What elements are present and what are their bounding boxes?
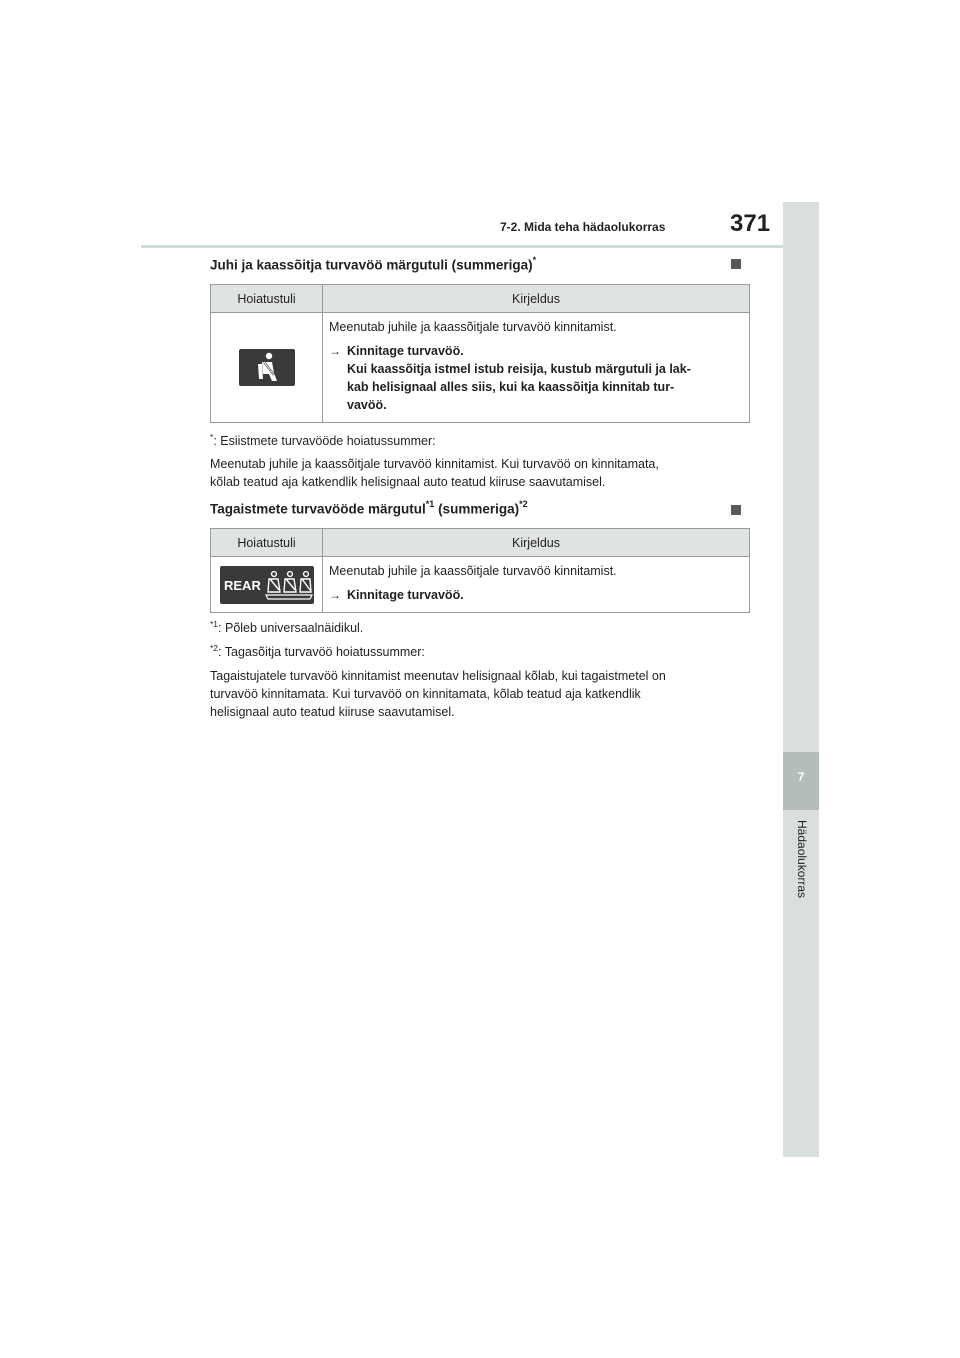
page-number: 371	[730, 210, 771, 237]
paragraph-line: kõlab teatud aja katkendlik helisignaal auto teatud kiiruse saavutamisel.	[210, 475, 606, 489]
column-header-warning-light: Hoiatustuli	[211, 529, 323, 557]
column-header-warning-light: Hoiatustuli	[211, 285, 323, 313]
table-row	[211, 313, 750, 423]
footnote-text: : Tagasõitja turvavöö hoiatussummer:	[218, 645, 425, 660]
side-band	[783, 202, 819, 1157]
footnote-mark: *2	[210, 643, 219, 653]
section1-footnote	[210, 428, 755, 450]
action-line: vavöö.	[347, 398, 387, 412]
action-text	[347, 342, 691, 414]
section1-title-sup: *	[532, 255, 537, 265]
footnote-text: : Esiistmete turvavööde hoiatussummer:	[213, 434, 436, 449]
column-header-description: Kirjeldus	[323, 529, 750, 557]
paragraph-line: Meenutab juhile ja kaassõitjale turvavöö kinnitamist. Kui turvavöö on kinnitamata,	[210, 457, 659, 471]
description-cell	[323, 313, 750, 423]
footnote-mark: *	[210, 432, 214, 442]
action-item	[329, 586, 741, 604]
section2-footnote2	[210, 639, 755, 661]
action-line: Kinnitage turvavöö.	[347, 344, 464, 358]
icon-cell	[211, 557, 323, 613]
description-cell	[323, 557, 750, 613]
section1-bullet	[731, 259, 741, 269]
section1-title-text: Juhi ja kaassõitja turvavöö märgutuli (summeriga)	[210, 257, 533, 273]
paragraph-line: Tagaistujatele turvavöö kinnitamist meenutav helisignaal kõlab, kui tagaistmetel on	[210, 669, 666, 683]
action-line: Kui kaassõitja istmel istub reisija, kustub märgutuli ja lak-	[347, 362, 691, 376]
section2-footnote1	[210, 615, 755, 637]
table-row	[211, 557, 750, 613]
header-rule	[141, 245, 783, 248]
action-text: Kinnitage turvavöö.	[347, 588, 464, 602]
chapter-label: Hädaolukorras	[795, 820, 809, 899]
section2-bullet	[731, 505, 741, 515]
chapter-number: 7	[797, 770, 805, 784]
action-item	[329, 342, 741, 414]
icon-cell	[211, 313, 323, 423]
section1-table	[210, 284, 750, 423]
section2-table	[210, 528, 750, 613]
header-section-title: 7-2. Mida teha hädaolukorras	[500, 220, 666, 234]
footnote-text: : Põleb universaalnäidikul.	[218, 621, 364, 636]
section2-title-sup1: *1	[425, 499, 435, 509]
section2-title	[210, 500, 528, 517]
rear-icon-label: REAR	[223, 577, 261, 593]
footnote-mark: *1	[210, 619, 219, 629]
paragraph-line: turvavöö kinnitamata. Kui turvavöö on kinnitamata, kõlab teatud aja katkendlik	[210, 687, 641, 701]
section2-paragraph	[210, 667, 755, 721]
description-text: Meenutab juhile ja kaassõitjale turvavöö kinnitamist.	[329, 320, 617, 334]
section2-title-mid: (summeriga)	[434, 501, 520, 517]
action-line: kab helisignaal alles siis, kui ka kaassõitja kinnitab tur-	[347, 380, 675, 394]
arrow-icon: →	[329, 588, 341, 602]
arrow-icon: →	[329, 344, 341, 358]
description-text: Meenutab juhile ja kaassõitjale turvavöö kinnitamist.	[329, 564, 617, 578]
seatbelt-warning-icon	[239, 349, 295, 386]
paragraph-line: helisignaal auto teatud kiiruse saavutamisel.	[210, 705, 455, 719]
section2-title-text: Tagaistmete turvavööde märgutul	[210, 501, 426, 517]
section1-title	[210, 256, 536, 273]
column-header-description: Kirjeldus	[323, 285, 750, 313]
table-header-row	[211, 285, 750, 313]
rear-seatbelt-warning-icon	[220, 566, 314, 604]
section1-paragraph	[210, 455, 755, 491]
section2-title-sup2: *2	[519, 499, 528, 509]
table-header-row	[211, 529, 750, 557]
